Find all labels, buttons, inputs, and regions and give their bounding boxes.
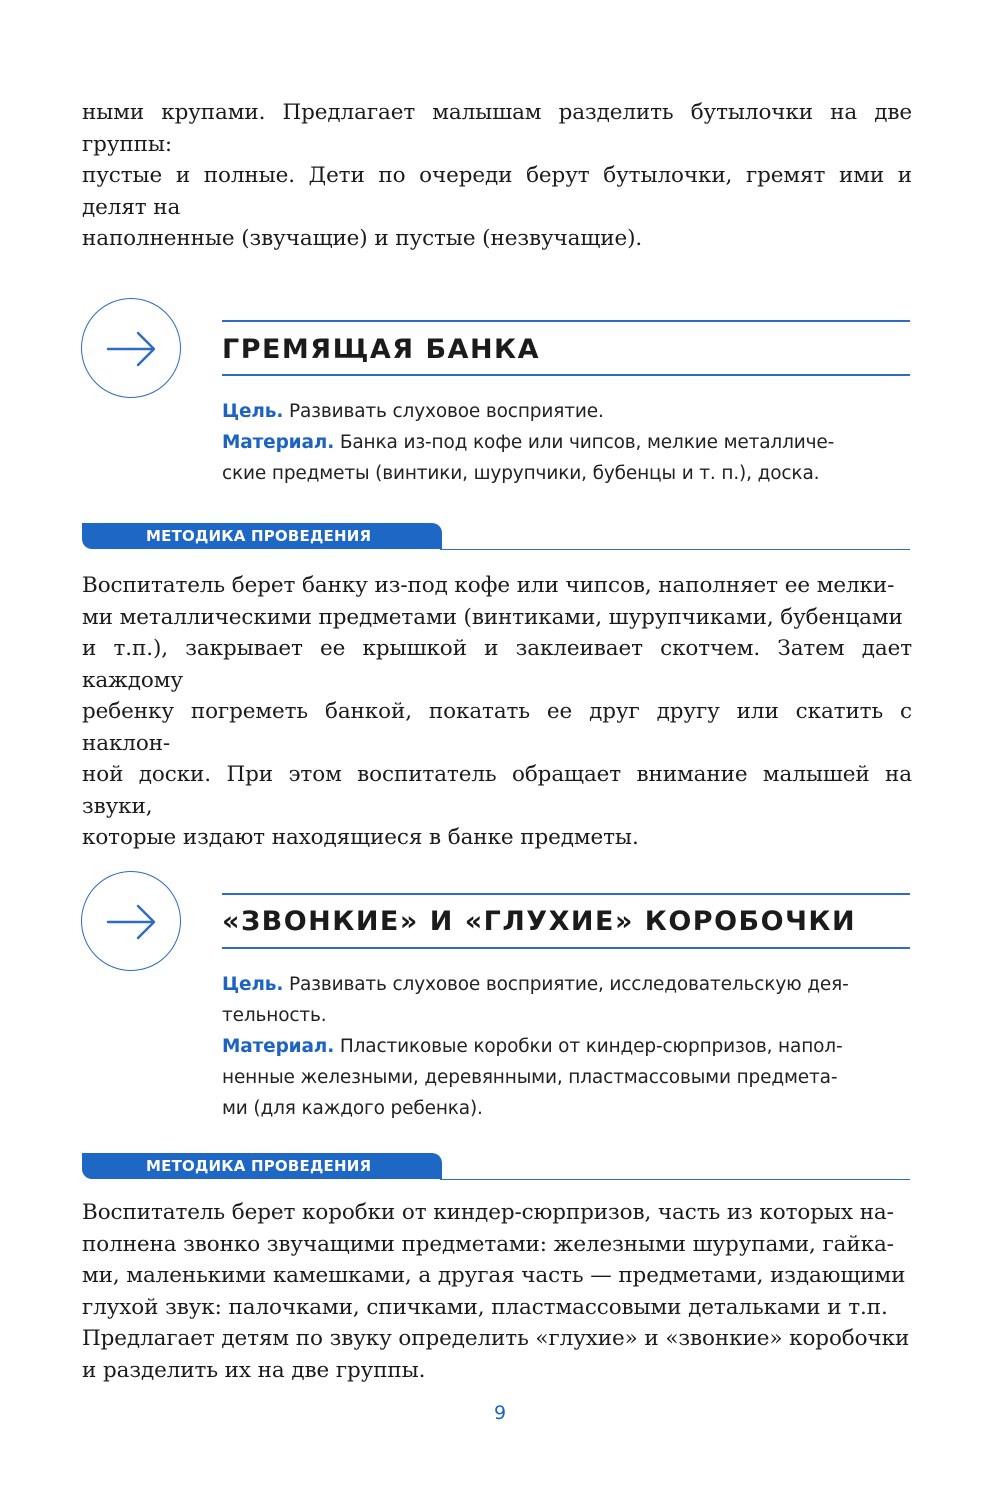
- text-line: Воспитатель берет коробки от киндер-сюрпризов, часть из которых на-: [82, 1200, 894, 1225]
- title-bottom-rule: [222, 374, 910, 376]
- goal-line: [222, 396, 912, 427]
- text-line: ными крупами. Предлагает малышам разделить бутылочки на две группы:: [82, 100, 912, 157]
- material-line: ми (для каждого ребенка).: [222, 1098, 483, 1119]
- text-line: ребенку погреметь банкой, покатать ее друг другу или скатить с наклон-: [82, 699, 912, 756]
- page-number: 9: [493, 1402, 507, 1424]
- method-tab-rule: [440, 549, 910, 550]
- title-bottom-rule: [222, 947, 910, 949]
- material-line: [222, 1031, 912, 1062]
- text-line: ми, маленькими камешками, а другая часть — предметами, издающими: [82, 1263, 906, 1288]
- goal-line: тельность.: [222, 1005, 327, 1026]
- text-line: пустые и полные. Дети по очереди берут бутылочки, гремят ими и делят на: [82, 163, 912, 220]
- arrow-right-icon: [81, 871, 181, 971]
- title-top-rule: [222, 893, 910, 895]
- arrow-right-icon: [81, 298, 181, 398]
- text-line: которые издают находящиеся в банке предметы.: [82, 825, 639, 850]
- material-line: [222, 427, 912, 458]
- text-line: Предлагает детям по звуку определить «глухие» и «звонкие» коробочки: [82, 1326, 910, 1351]
- method-paragraph: [82, 570, 912, 854]
- material-line: ские предметы (винтики, шурупчики, бубенцы и т. п.), доска.: [222, 463, 820, 484]
- method-tab-rule: [440, 1179, 910, 1180]
- title-top-rule: [222, 320, 910, 322]
- text-line: полнена звонко звучащими предметами: железными шурупами, гайка-: [82, 1231, 894, 1257]
- material-line: ненные железными, деревянными, пластмассовыми предмета-: [222, 1067, 838, 1088]
- material-label: Материал.: [222, 1036, 335, 1057]
- goal-label: Цель.: [222, 974, 284, 995]
- text-line: глухой звук: палочками, спичками, пластмассовыми детальками и т.п.: [82, 1294, 888, 1320]
- text-line: и разделить их на две группы.: [82, 1357, 426, 1383]
- material-text: Банка из-под кофе или чипсов, мелкие металличе-: [339, 432, 835, 453]
- goal-line: [222, 969, 912, 1000]
- material-label: Материал.: [222, 432, 335, 453]
- game-title: ГРЕМЯЩАЯ БАНКА: [222, 334, 541, 365]
- method-paragraph: [82, 1197, 912, 1386]
- goal-text: Развивать слуховое восприятие, исследовательскую дея-: [288, 974, 849, 995]
- material-text: Пластиковые коробки от киндер-сюрпризов, напол-: [339, 1036, 843, 1057]
- intro-paragraph: [82, 97, 912, 255]
- method-tab: МЕТОДИКА ПРОВЕДЕНИЯ: [82, 523, 442, 549]
- goal-label: Цель.: [222, 401, 284, 422]
- text-line: и т.п.), закрывает ее крышкой и заклеивает скотчем. Затем дает каждому: [82, 636, 912, 693]
- text-line: наполненные (звучащие) и пустые (незвучащие).: [82, 226, 643, 251]
- text-line: ной доски. При этом воспитатель обращает внимание малышей на звуки,: [82, 762, 912, 819]
- text-line: ми металлическими предметами (винтиками, шурупчиками, бубенцами: [82, 604, 903, 630]
- text-line: Воспитатель берет банку из-под кофе или чипсов, наполняет ее мелки-: [82, 573, 895, 598]
- game-title: «ЗВОНКИЕ» И «ГЛУХИЕ» КОРОБОЧКИ: [222, 906, 857, 937]
- method-tab: МЕТОДИКА ПРОВЕДЕНИЯ: [82, 1153, 442, 1179]
- game-info: [222, 396, 912, 489]
- goal-text: Развивать слуховое восприятие.: [288, 401, 604, 422]
- game-info: [222, 969, 912, 1124]
